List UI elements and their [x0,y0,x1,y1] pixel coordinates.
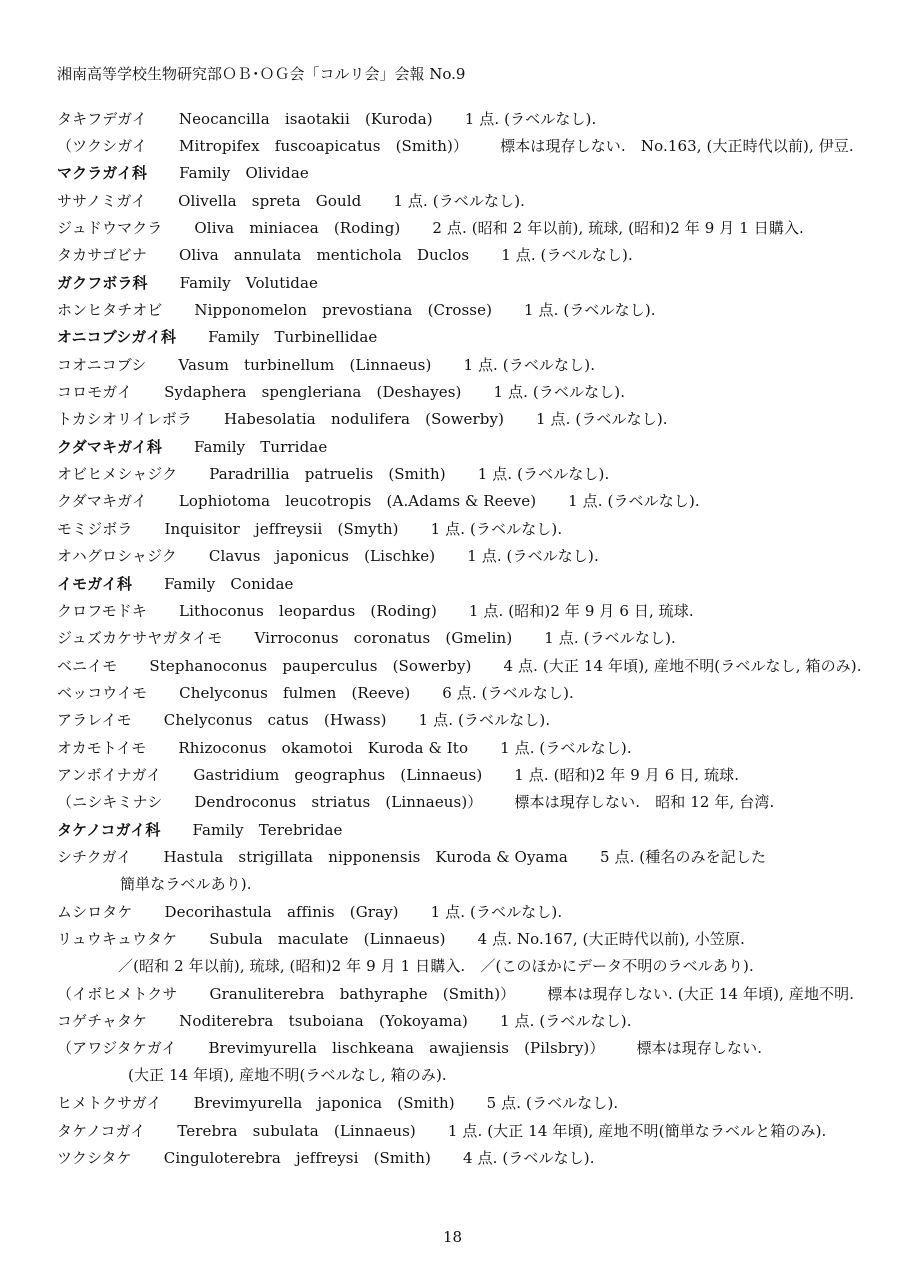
specimen-note: 1 点. (昭和)2 年 9 月 6 日, 琉球. [514,766,740,784]
scientific-name: Granuliterebra bathyraphe (Smith)） [209,985,516,1003]
family-name-latin: Family Olividae [179,164,309,182]
japanese-name: （ニシキミナシ [57,793,163,811]
species-entry [57,1037,762,1059]
specimen-note: 1 点. (ラベルなし). [524,301,656,319]
note-continuation: 簡単なラベルあり). [120,875,252,893]
page-number: 18 [442,1228,463,1246]
species-entry [57,490,700,512]
specimen-note: 1 点. (大正 14 年頃), 産地不明(簡単なラベルと箱のみ). [447,1122,827,1140]
species-entry [57,737,632,759]
japanese-name: トカシオリイレボラ [57,410,193,428]
scientific-name: Habesolatia nodulifera (Sowerby) [224,410,505,428]
specimen-note: 1 点. (ラベルなし). [467,547,599,565]
species-entry [57,983,854,1005]
specimen-note: 1 点. (昭和)2 年 9 月 6 日, 琉球. [468,602,694,620]
scientific-name: Paradrillia patruelis (Smith) [209,465,446,483]
specimen-note: 1 点. (ラベルなし). [493,383,626,401]
japanese-name: モミジボラ [57,520,133,538]
specimen-note: 1 点. (ラベルなし). [393,192,526,210]
japanese-name: コゲチャタケ [57,1012,148,1030]
species-entry [57,354,595,376]
scientific-name: Chelyconus fulmen (Reeve) [179,684,411,702]
species-entry [57,108,596,130]
scientific-name: Stephanoconus pauperculus (Sowerby) [149,657,472,675]
japanese-name: （イボヒメトクサ [57,985,178,1003]
scientific-name: Virroconus coronatus (Gmelin) [254,629,513,647]
scientific-name: Lithoconus leopardus (Roding) [179,602,437,620]
specimen-note: 1 点. (ラベルなし). [499,1012,632,1030]
scientific-name: Decorihastula affinis (Gray) [164,903,399,921]
scientific-name: Gastridium geographus (Linnaeus) [193,766,483,784]
family-heading [57,162,309,184]
continuation-line [128,1064,447,1086]
japanese-name: タキフデガイ [57,110,147,128]
note-continuation: (大正 14 年頃), 産地不明(ラベルなし, 箱のみ). [128,1066,447,1084]
note-continuation: ／(昭和 2 年以前), 琉球, (昭和)2 年 9 月 1 日購入. ／(このほかにデータ不明のラベルあり). [118,957,754,975]
scientific-name: Chelyconus catus (Hwass) [163,711,387,729]
japanese-name: ジュズカケサヤガタイモ [57,629,223,647]
scientific-name: Cinguloterebra jeffreysi (Smith) [163,1149,431,1167]
species-entry [57,217,804,239]
japanese-name: アンボイナガイ [57,766,162,784]
species-entry [57,1092,618,1114]
scientific-name: Vasum turbinellum (Linnaeus) [178,356,432,374]
species-entry [57,682,574,704]
japanese-name: ホンヒタチオビ [57,301,163,319]
species-entry [57,627,676,649]
scientific-name: Mitropifex fuscoapicatus (Smith)） [179,137,469,155]
japanese-name: ムシロタケ [57,903,133,921]
species-entry [57,791,774,813]
specimen-note: 4 点. No.167, (大正時代以前), 小笠原. [477,930,745,948]
scientific-name: Brevimyurella japonica (Smith) [193,1094,455,1112]
scientific-name: Lophiotoma leucotropis (A.Adams & Reeve) [178,492,537,510]
species-entry [57,901,562,923]
specimen-note: 標本は現存しない. [636,1039,763,1057]
family-heading [57,272,318,294]
scientific-name: Subula maculate (Linnaeus) [209,930,446,948]
specimen-note: 5 点. (ラベルなし). [486,1094,619,1112]
family-name-jp: マクラガイ科 [57,164,148,182]
scientific-name: Brevimyurella lischkeana awajiensis (Pilsbry)） [208,1039,605,1057]
species-entry [57,764,739,786]
family-name-jp: クダマキガイ科 [57,438,162,456]
scientific-name: Oliva annulata mentichola Duclos [179,246,470,264]
japanese-name: タケノコガイ [57,1122,146,1140]
family-name-latin: Family Conidae [164,575,294,593]
japanese-name: ササノミガイ [57,192,147,210]
species-entry [57,190,525,212]
species-entry [57,846,766,868]
scientific-name: Terebra subulata (Linnaeus) [177,1122,416,1140]
family-name-latin: Family Turridae [193,438,328,456]
specimen-note: 標本は現存しない. No.163, (大正時代以前), 伊豆. [500,137,854,155]
scientific-name: Neocancilla isaotakii (Kuroda) [178,110,433,128]
scientific-name: Clavus japonicus (Lischke) [208,547,436,565]
specimen-note: 1 点. (ラベルなし). [477,465,610,483]
specimen-note: 2 点. (昭和 2 年以前), 琉球, (昭和)2 年 9 月 1 日購入. [432,219,804,237]
family-name-latin: Family Terebridae [192,821,343,839]
specimen-note: 1 点. (ラベルなし). [500,739,632,757]
scientific-name: Rhizoconus okamotoi Kuroda & Ito [178,739,469,757]
species-entry [57,381,625,403]
scientific-name: Hastula strigillata nipponensis Kuroda & Oyama [163,848,568,866]
family-name-latin: Family Volutidae [179,274,319,292]
specimen-note: 1 点. (ラベルなし). [568,492,700,510]
japanese-name: ツクシタケ [57,1149,132,1167]
japanese-name: オビヒメシャジク [57,465,178,483]
species-entry [57,408,668,430]
japanese-name: シチクガイ [57,848,132,866]
family-heading [57,326,377,348]
specimen-note: 標本は現存しない. 昭和 12 年, 台湾. [514,793,775,811]
family-heading [57,819,343,841]
scientific-name: Olivella spreta Gould [178,192,362,210]
specimen-note: 1 点. (ラベルなし). [430,903,563,921]
specimen-note: 5 点. (種名のみを記した [599,848,767,866]
japanese-name: オハグロシャジク [57,547,177,565]
specimen-note: 6 点. (ラベルなし). [442,684,574,702]
japanese-name: クダマキガイ [57,492,147,510]
scientific-name: Nipponomelon prevostiana (Crosse) [194,301,493,319]
japanese-name: オカモトイモ [57,739,147,757]
species-entry [57,600,694,622]
species-entry [57,709,550,731]
specimen-note: 標本は現存しない. (大正 14 年頃), 産地不明. [547,985,855,1003]
species-entry [57,244,633,266]
species-entry [57,463,609,485]
specimen-note: 1 点. (ラベルなし). [501,246,633,264]
japanese-name: コオニコブシ [57,356,147,374]
scientific-name: Sydaphera spengleriana (Deshayes) [164,383,462,401]
species-entry [57,928,745,950]
japanese-name: リュウキュウタケ [57,930,178,948]
specimen-note: 1 点. (ラベルなし). [418,711,551,729]
specimen-note: 1 点. (ラベルなし). [464,110,597,128]
scientific-name: Oliva miniacea (Roding) [194,219,401,237]
family-heading [57,436,327,458]
specimen-note: 1 点. (ラベルなし). [544,629,676,647]
japanese-name: （ツクシガイ [57,137,148,155]
species-entry [57,1120,826,1142]
species-entry [57,1010,632,1032]
species-entry [57,545,599,567]
family-heading [57,573,293,595]
specimen-note: 1 点. (ラベルなし). [430,520,563,538]
specimen-note: 4 点. (大正 14 年頃), 産地不明(ラベルなし, 箱のみ). [503,657,862,675]
japanese-name: ベッコウイモ [57,684,148,702]
family-name-jp: タケノコガイ科 [57,821,161,839]
family-name-jp: イモガイ科 [57,575,133,593]
japanese-name: ジュドウマクラ [57,219,163,237]
specimen-note: 1 点. (ラベルなし). [536,410,668,428]
japanese-name: （アワジタケガイ [57,1039,177,1057]
specimen-note: 4 点. (ラベルなし). [463,1149,595,1167]
scientific-name: Noditerebra tsuboiana (Yokoyama) [179,1012,468,1030]
continuation-line [120,873,252,895]
page-header: 湘南高等学校生物研究部ＯＢ･ＯＧ会「コルリ会」会報 No.9 [57,65,466,83]
species-entry [57,135,854,157]
japanese-name: クロフモドキ [57,602,148,620]
japanese-name: ヒメトクサガイ [57,1094,162,1112]
japanese-name: アラレイモ [57,711,132,729]
species-entry [57,518,562,540]
scientific-name: Dendroconus striatus (Linnaeus)） [194,793,483,811]
species-entry [57,1147,595,1169]
family-name-jp: オニコブシガイ科 [57,328,177,346]
japanese-name: タカサゴビナ [57,246,148,264]
scientific-name: Inquisitor jeffreysii (Smyth) [164,520,399,538]
continuation-line [118,955,754,977]
species-entry [57,299,656,321]
family-name-latin: Family Turbinellidae [208,328,378,346]
japanese-name: コロモガイ [57,383,133,401]
family-name-jp: ガクフボラ科 [57,274,148,292]
species-entry [57,655,862,677]
specimen-note: 1 点. (ラベルなし). [463,356,596,374]
japanese-name: ベニイモ [57,657,118,675]
